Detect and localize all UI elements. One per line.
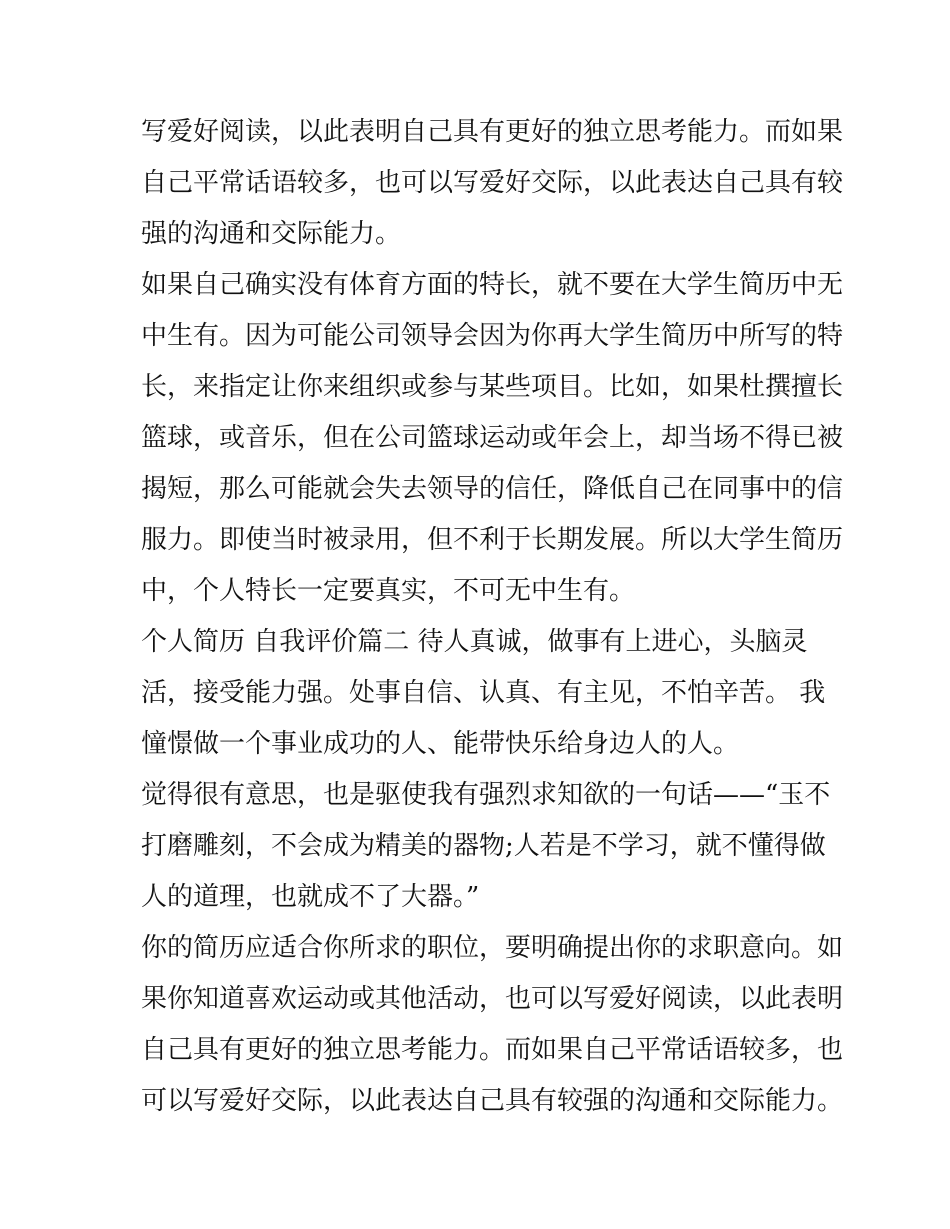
paragraph-quote xyxy=(141,770,831,923)
text-line: 憧憬做一个事业成功的人、能带快乐给身边人的人。 xyxy=(141,729,740,759)
text-line: 中，个人特长一定要真实，不可无中生有。 xyxy=(141,576,636,606)
paragraph-self-evaluation xyxy=(141,617,826,770)
text-line: 服力。即使当时被录用，但不利于长期发展。所以大学生简历 xyxy=(141,525,844,555)
text-line: 强的沟通和交际能力。 xyxy=(141,219,402,249)
text-line: 写爱好阅读，以此表明自己具有更好的独立思考能力。而如果 xyxy=(141,117,844,147)
paragraph-sports-specialty xyxy=(141,260,844,617)
paragraph-hobby-reading xyxy=(141,107,844,260)
text-line: 如果自己确实没有体育方面的特长，就不要在大学生简历中无 xyxy=(141,270,844,300)
text-line: 个人简历 自我评价篇二 待人真诚，做事有上进心，头脑灵 xyxy=(141,627,808,657)
text-line: 你的简历应适合你所求的职位，要明确提出你的求职意向。如 xyxy=(141,933,844,963)
text-line: 活，接受能力强。处事自信、认真、有主见，不怕辛苦。 我 xyxy=(141,678,826,708)
text-line: 中生有。因为可能公司领导会因为你再大学生简历中所写的特 xyxy=(141,321,844,351)
document-body xyxy=(141,107,844,1127)
paragraph-job-intention xyxy=(141,923,844,1127)
text-line: 篮球，或音乐，但在公司篮球运动或年会上，却当场不得已被 xyxy=(141,423,844,453)
text-line: 人的道理，也就成不了大器。” xyxy=(141,882,480,912)
text-line: 揭短，那么可能就会失去领导的信任，降低自己在同事中的信 xyxy=(141,474,844,504)
text-line: 打磨雕刻，不会成为精美的器物;人若是不学习，就不懂得做 xyxy=(141,831,826,861)
text-line: 可以写爱好交际，以此表达自己具有较强的沟通和交际能力。 xyxy=(141,1086,844,1116)
text-line: 自己平常话语较多，也可以写爱好交际，以此表达自己具有较 xyxy=(141,168,844,198)
text-line: 长，来指定让你来组织或参与某些项目。比如，如果杜撰擅长 xyxy=(141,372,844,402)
text-line: 果你知道喜欢运动或其他活动，也可以写爱好阅读，以此表明 xyxy=(141,984,844,1014)
text-line: 自己具有更好的独立思考能力。而如果自己平常话语较多，也 xyxy=(141,1035,844,1065)
text-line: 觉得很有意思，也是驱使我有强烈求知欲的一句话——“玉不 xyxy=(141,780,831,810)
